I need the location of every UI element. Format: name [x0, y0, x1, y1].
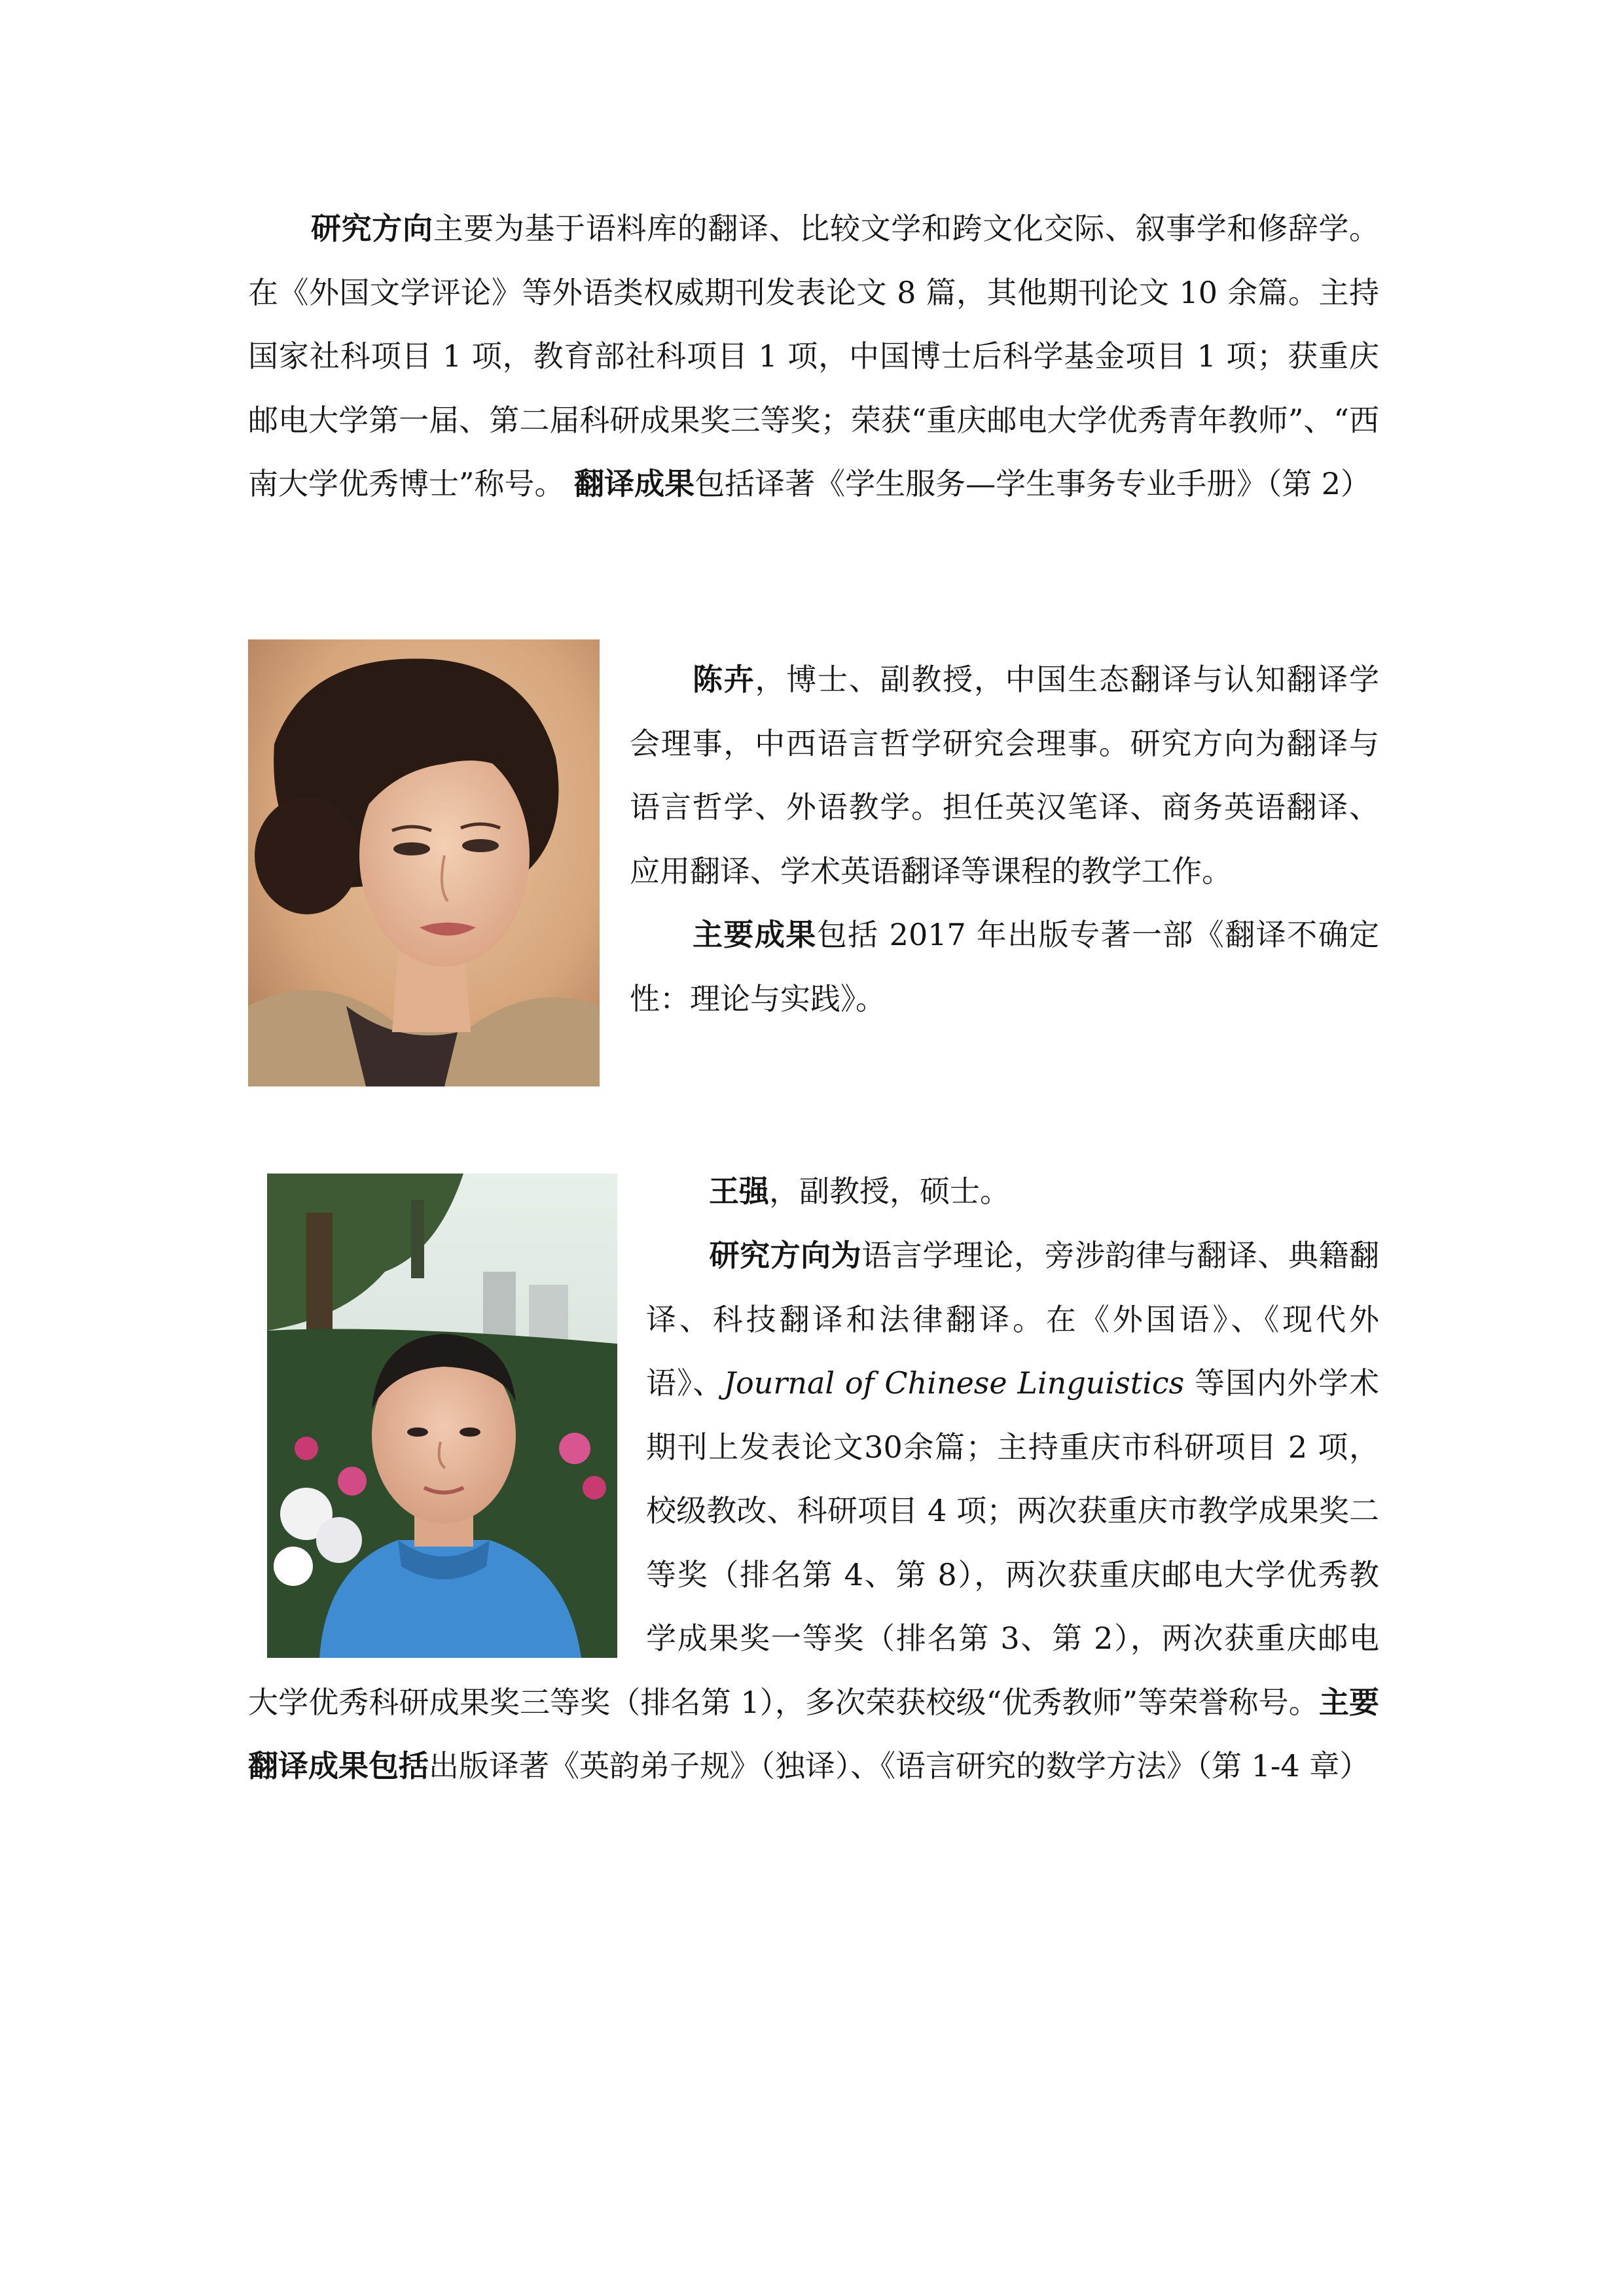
wang-qiang-research-label: 研究方向为 [709, 1238, 862, 1273]
wang-qiang-name: 王强 [709, 1174, 769, 1209]
research-paragraph [248, 197, 1379, 516]
wang-qiang-translation-label: 主要翻译成果包括 [248, 1684, 1380, 1784]
chen-hui-intro: ，博士、副教授，中国生态翻译与认知翻译学会理事，中西语言哲学研究会理事。研究方向为翻译与语言哲学、外语教学。担任英汉笔译、商务英语翻译、应用翻译、学术英语翻译等课程的教学工作。 [630, 662, 1380, 889]
chen-hui-paragraph-1 [630, 648, 1379, 903]
wang-qiang-research-wrap [248, 1224, 1379, 1799]
translation-results-text: 包括译著《学生服务—学生事务专业手册》（第 2） [695, 466, 1371, 501]
wang-qiang-paragraph-1 [646, 1160, 1379, 1224]
wang-qiang-research-text-a: 语言学理论，旁涉韵律与翻译、典籍翻译、科技翻译和法律翻译。在《外国语》、《现代外语》、 [646, 1238, 1380, 1401]
wang-qiang-intro: ，副教授，硕士。 [769, 1174, 1010, 1209]
wang-qiang-research-text-b: 等国内外学术期刊上发表论文30余篇；主持重庆市科研项目 2 项，校级教改、科研项目 4 项；两次获重庆市教学成果奖二等奖（排名第 4、第 8），两次获重庆邮电大学优秀教学成果奖一等奖（排名第 3、第 2），两次获重庆邮电大学优秀科研成果奖三等奖（排名第 1），多次荣获校级“优秀教师”等荣誉称号。 [248, 1365, 1380, 1720]
translation-results-label: 翻译成果 [574, 466, 695, 501]
chen-hui-results-label: 主要成果 [693, 917, 817, 952]
chen-hui-results-text: 包括 2017 年出版专著一部《翻译不确定性：理论与实践》。 [630, 917, 1380, 1016]
chen-hui-paragraph-2 [630, 903, 1379, 1031]
wang-qiang-translation-text: 出版译著《英韵弟子规》（独译）、《语言研究的数学方法》（第 1-4 章） [429, 1748, 1370, 1784]
chen-hui-portrait-image [248, 639, 600, 1086]
research-direction-label: 研究方向 [311, 211, 433, 246]
research-direction-text: 主要为基于语料库的翻译、比较文学和跨文化交际、叙事学和修辞学。在《外国文学评论》等外语类权威期刊发表论文 8 篇，其他期刊论文 10 余篇。主持国家社科项目 1 项，教育部社科项目 1 项，中国博士后科学基金项目 1 项；获重庆邮电大学第一届、第二届科研成果奖三等奖；荣获“重庆邮电大学优秀青年教师”、“西南大学优秀博士”称号。 [248, 211, 1380, 501]
chen-hui-name: 陈卉 [693, 662, 755, 697]
wang-qiang-float-spacer [248, 1224, 646, 1668]
chen-hui-portrait [248, 639, 600, 1086]
wang-qiang-journal-name: Journal of Chinese Linguistics [723, 1365, 1185, 1401]
